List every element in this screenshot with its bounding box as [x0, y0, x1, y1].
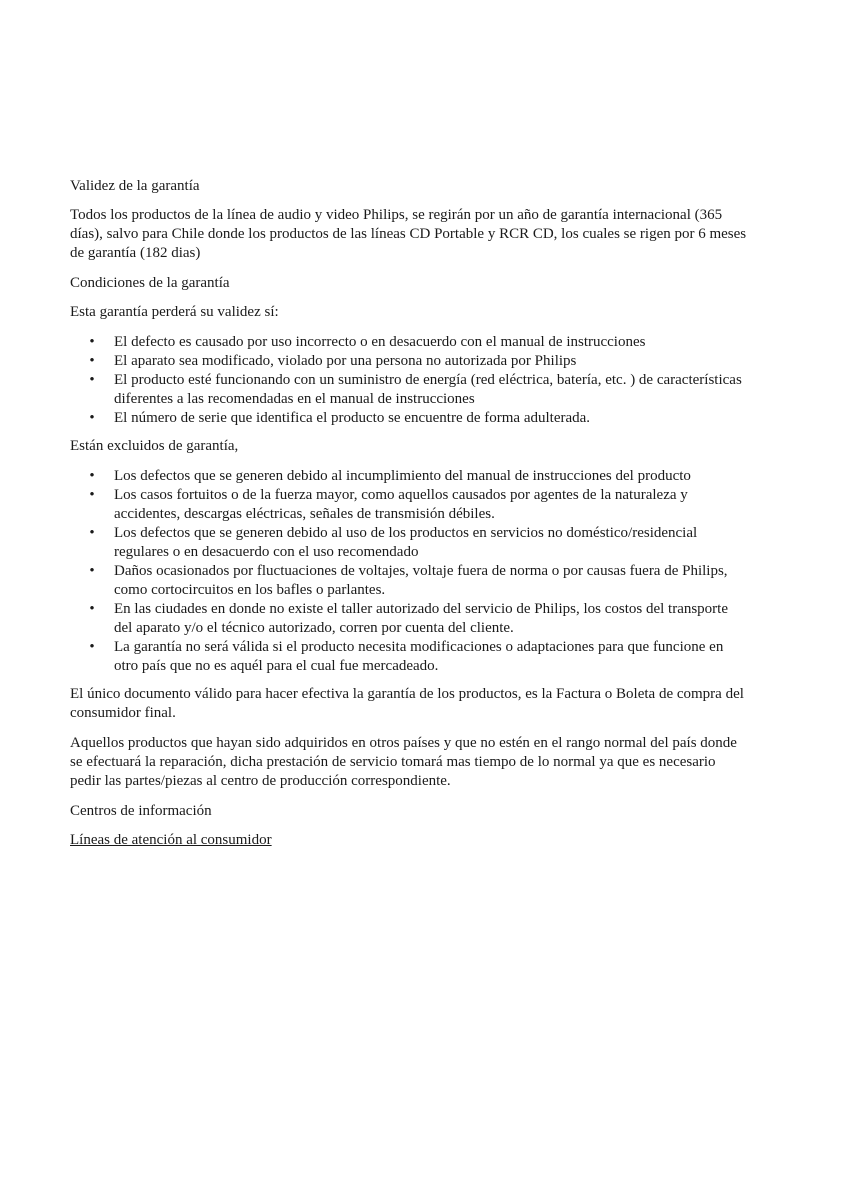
list-item: • Daños ocasionados por fluctuaciones de voltajes, voltaje fuera de norma o por causas fuera de Philips, como cortocircuitos en los bafles o parlantes. [70, 562, 750, 600]
bullet-icon: • [89, 353, 95, 369]
excluded-intro: Están excluidos de garantía, [70, 438, 239, 454]
list-item: • El aparato sea modificado, violado por una persona no autorizada por Philips [70, 352, 750, 371]
lose-validity-intro: Esta garantía perderá su validez sí: [70, 304, 279, 320]
lose-validity-list [70, 333, 750, 428]
bullet-icon: • [89, 487, 95, 503]
bullet-icon: • [89, 410, 95, 426]
list-item: • El número de serie que identifica el producto se encuentre de forma adulterada. [70, 409, 750, 428]
bullet-icon: • [89, 601, 95, 617]
list-item: • En las ciudades en donde no existe el taller autorizado del servicio de Philips, los costos del transporte del aparato y/o el técnico autorizado, corren por cuenta del cliente. [70, 600, 750, 638]
list-item: • Los defectos que se generen debido al incumplimiento del manual de instrucciones del producto [70, 467, 750, 486]
list-item: • El defecto es causado por uso incorrecto o en desacuerdo con el manual de instrucciones [70, 333, 750, 352]
list-item: • Los casos fortuitos o de la fuerza mayor, como aquellos causados por agentes de la naturaleza y accidentes, descargas eléctricas, señales de transmisión débiles. [70, 486, 750, 524]
bullet-icon: • [89, 372, 95, 388]
other-countries-text: Aquellos productos que hayan sido adquiridos en otros países y que no estén en el rango normal del país donde se efectuará la reparación, dicha prestación de servicio tomará mas tiempo de lo normal ya que es necesario pedir las partes/piezas al centro de producción correspondiente. [70, 735, 737, 789]
bullet-icon: • [89, 525, 95, 541]
validity-heading: Validez de la garantía [70, 178, 200, 194]
validity-text: Todos los productos de la línea de audio y video Philips, se regirán por un año de garantía internacional (365 días), salvo para Chile donde los productos de las líneas CD Portable y RCR CD, los cuales se rigen por 6 meses de garantía (182 dias) [70, 207, 747, 261]
bullet-icon: • [89, 334, 95, 350]
conditions-heading: Condiciones de la garantía [70, 275, 230, 291]
warranty-document [70, 177, 750, 850]
info-centers-heading: Centros de información [70, 803, 212, 819]
list-item: • Los defectos que se generen debido al uso de los productos en servicios no doméstico/residencial regulares o en desacuerdo con el uso recomendado [70, 524, 750, 562]
list-item: • La garantía no será válida si el producto necesita modificaciones o adaptaciones para que funcione en otro país que no es aquél para el cual fue mercadeado. [70, 638, 750, 676]
bullet-icon: • [89, 639, 95, 655]
bullet-icon: • [89, 563, 95, 579]
list-item: • El producto esté funcionando con un suministro de energía (red eléctrica, batería, etc. ) de características diferentes a las recomendadas en el manual de instrucciones [70, 371, 750, 409]
document-text: El único documento válido para hacer efectiva la garantía de los productos, es la Factura o Boleta de compra del consumidor final. [70, 686, 744, 721]
bullet-icon: • [89, 468, 95, 484]
consumer-lines-link[interactable]: Líneas de atención al consumidor [70, 832, 272, 848]
excluded-list [70, 467, 750, 676]
